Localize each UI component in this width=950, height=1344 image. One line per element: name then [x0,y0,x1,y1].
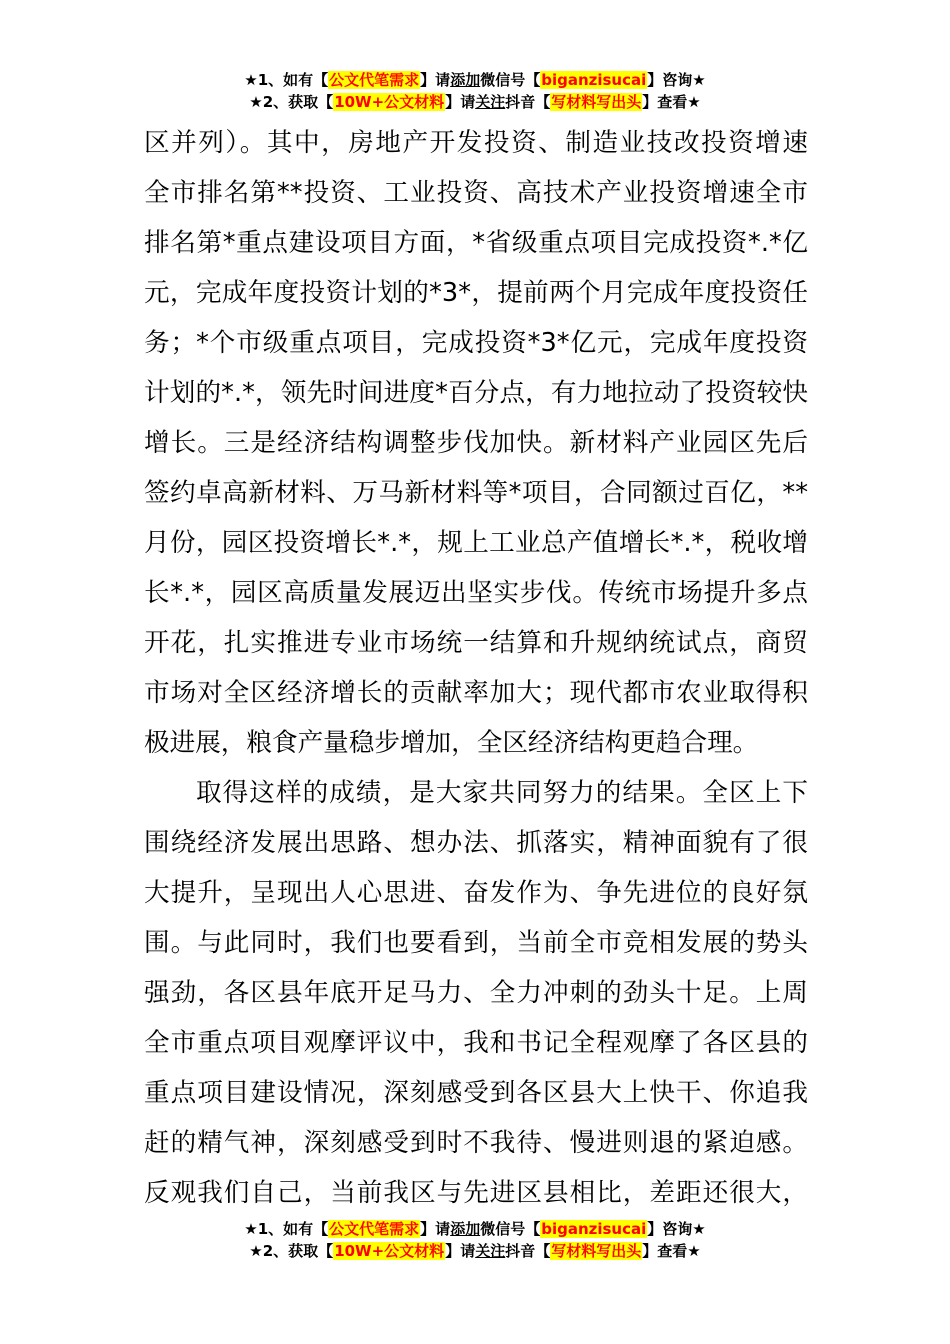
banner-line-2 [0,91,950,113]
banner-text: ★1、如有【 [244,71,329,89]
banner-highlight: 公文代笔需求 [329,71,420,89]
banner-underlined: 添加 [450,1220,481,1238]
footer-banner [0,1218,950,1262]
body-line: 大提升，呈现出人心思进、奋发作为、争先进位的良好氛 [144,878,808,908]
banner-highlight: 公文代笔需求 [329,1220,420,1238]
header-banner [0,69,950,113]
body-line: 全市重点项目观摩评议中，我和书记全程观摩了各区县的 [144,1028,808,1058]
banner-line-2 [0,1240,950,1262]
body-line: 月份，园区投资增长*.*，规上工业总产值增长*.*，税收增 [144,528,808,558]
body-line: 赶的精气神，深刻感受到时不我待、慢进则退的紧迫感。 [144,1128,808,1158]
body-line: 计划的*.*，领先时间进度*百分点，有力地拉动了投资较快 [144,378,808,408]
body-line: 增长。三是经济结构调整步伐加快。新材料产业园区先后 [144,428,808,458]
body-line: 长*.*，园区高质量发展迈出坚实步伐。传统市场提升多点 [144,578,808,608]
body-line: 开花，扎实推进专业市场统一结算和升规纳统试点，商贸 [144,628,808,658]
banner-text: 微信号【 [480,71,541,89]
banner-text: ★1、如有【 [244,1220,329,1238]
banner-line-1 [0,1218,950,1240]
body-line: 围绕经济发展出思路、想办法、抓落实，精神面貌有了很 [144,828,808,858]
body-line: 签约卓高新材料、万马新材料等*项目，合同额过百亿，** [144,478,808,508]
body-line: 重点项目建设情况，深刻感受到各区县大上快干、你追我 [144,1078,808,1108]
body-line: 取得这样的成绩，是大家共同努力的结果。全区上下 [196,778,808,808]
banner-highlight: 写材料写出头 [551,1242,642,1260]
banner-text: 】请 [420,71,451,89]
banner-text: 】咨询★ [647,71,706,89]
document-body [144,118,808,1218]
body-line: 反观我们自己，当前我区与先进区县相比，差距还很大， [144,1178,808,1208]
banner-highlight: 写材料写出头 [551,93,642,111]
body-line: 全市排名第**投资、工业投资、高技术产业投资增速全市 [144,178,808,208]
banner-underlined: 添加 [450,71,481,89]
body-line: 务；*个市级重点项目，完成投资*3*亿元，完成年度投资 [144,328,808,358]
banner-line-1 [0,69,950,91]
body-line: 排名第*重点建设项目方面，*省级重点项目完成投资*.*亿 [144,228,808,258]
banner-highlight: 10W+公文材料 [334,1242,445,1260]
banner-text: 抖音【 [505,93,551,111]
body-line: 元，完成年度投资计划的*3*，提前两个月完成年度投资任 [144,278,808,308]
banner-highlight: biganzisucai [541,1220,647,1238]
body-line: 市场对全区经济增长的贡献率加大；现代都市农业取得积 [144,678,808,708]
banner-underlined: 关注 [475,93,506,111]
banner-text: 抖音【 [505,1242,551,1260]
banner-underlined: 关注 [475,1242,506,1260]
banner-text: 】查看★ [642,93,701,111]
banner-text: ★2、获取【 [249,1242,334,1260]
body-line: 极进展，粮食产量稳步增加，全区经济结构更趋合理。 [144,728,759,758]
banner-highlight: biganzisucai [541,71,647,89]
body-line: 围。与此同时，我们也要看到，当前全市竞相发展的势头 [144,928,808,958]
banner-text: 】请 [420,1220,451,1238]
banner-text: 微信号【 [480,1220,541,1238]
banner-text: 】请 [445,1242,476,1260]
banner-text: 】咨询★ [647,1220,706,1238]
banner-text: 】请 [445,93,476,111]
banner-text: ★2、获取【 [249,93,334,111]
body-line: 强劲，各区县年底开足马力、全力冲刺的劲头十足。上周 [144,978,808,1008]
body-line: 区并列）。其中，房地产开发投资、制造业技改投资增速 [144,128,808,158]
banner-highlight: 10W+公文材料 [334,93,445,111]
banner-text: 】查看★ [642,1242,701,1260]
